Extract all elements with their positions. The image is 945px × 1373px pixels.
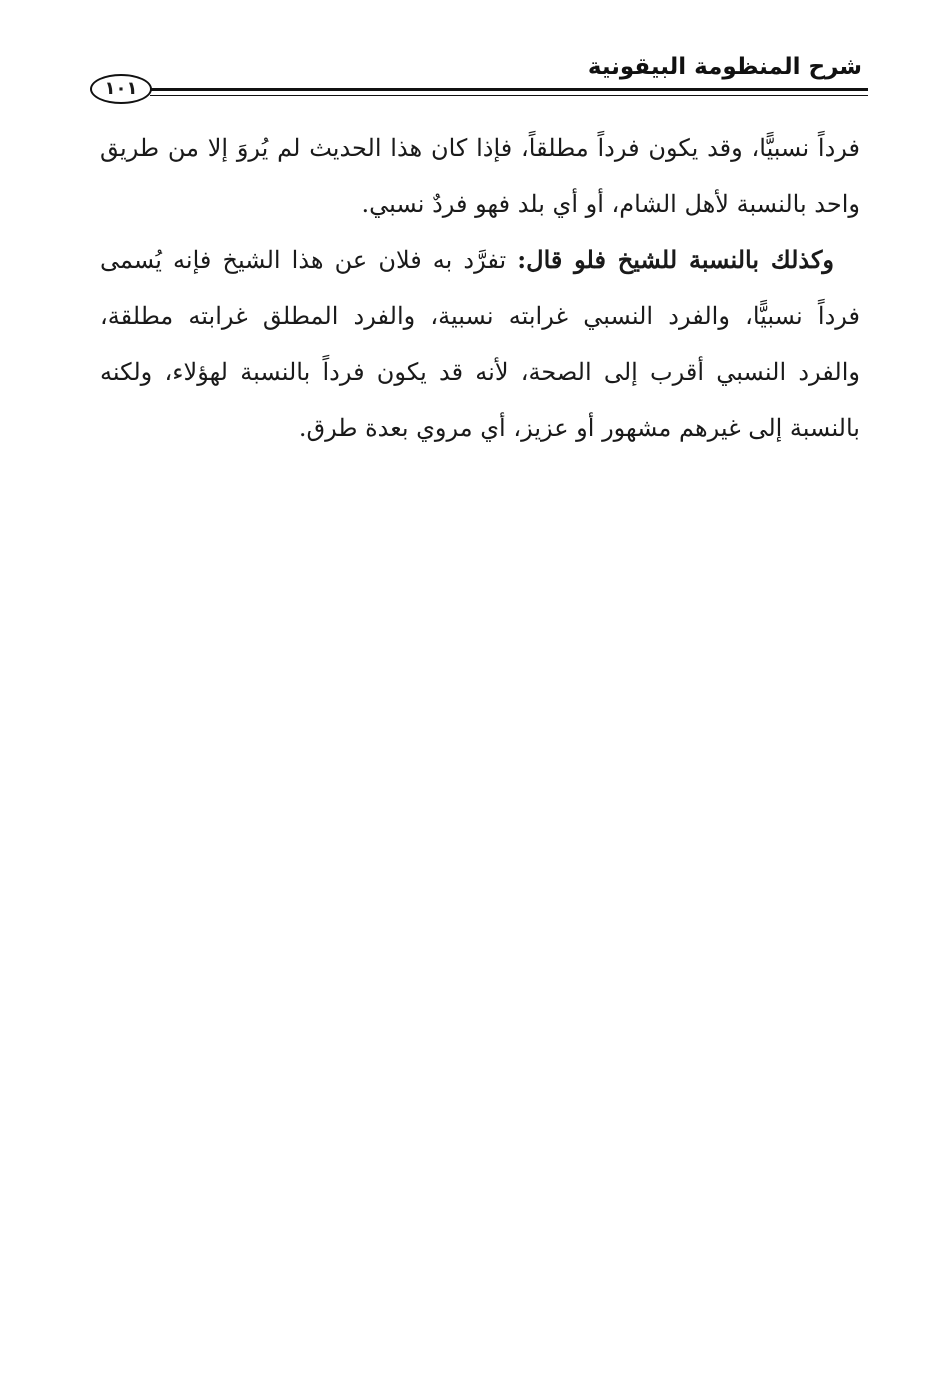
paragraph-2	[100, 232, 860, 456]
page-header	[88, 50, 868, 106]
book-title: شرح المنظومة البيقونية	[587, 54, 862, 80]
header-rule-thin	[150, 95, 868, 96]
paragraph-2-text: تفرَّد به فلان عن هذا الشيخ فإنه يُسمى فرداً نسبيًّا، والفرد النسبي غرابته نسبية، والفرد المطلق غرابته مطلقة، والفرد النسبي أقرب إلى الصحة، لأنه قد يكون فرداً بالنسبة لهؤلاء، ولكنه بالنسبة إلى غيرهم مشهور أو عزيز، أي مروي بعدة طرق.	[100, 246, 860, 442]
page-body	[100, 120, 860, 456]
header-rule-thick	[150, 88, 868, 91]
paragraph-2-lead: وكذلك بالنسبة للشيخ فلو قال:	[517, 245, 834, 274]
page-number: ١٠١	[104, 78, 138, 99]
page-number-frame	[90, 74, 152, 104]
paragraph-1: فرداً نسبيًّا، وقد يكون فرداً مطلقاً، فإذا كان هذا الحديث لم يُروَ إلا من طريق واحد بالنسبة لأهل الشام، أو أي بلد فهو فردٌ نسبي.	[100, 134, 860, 218]
